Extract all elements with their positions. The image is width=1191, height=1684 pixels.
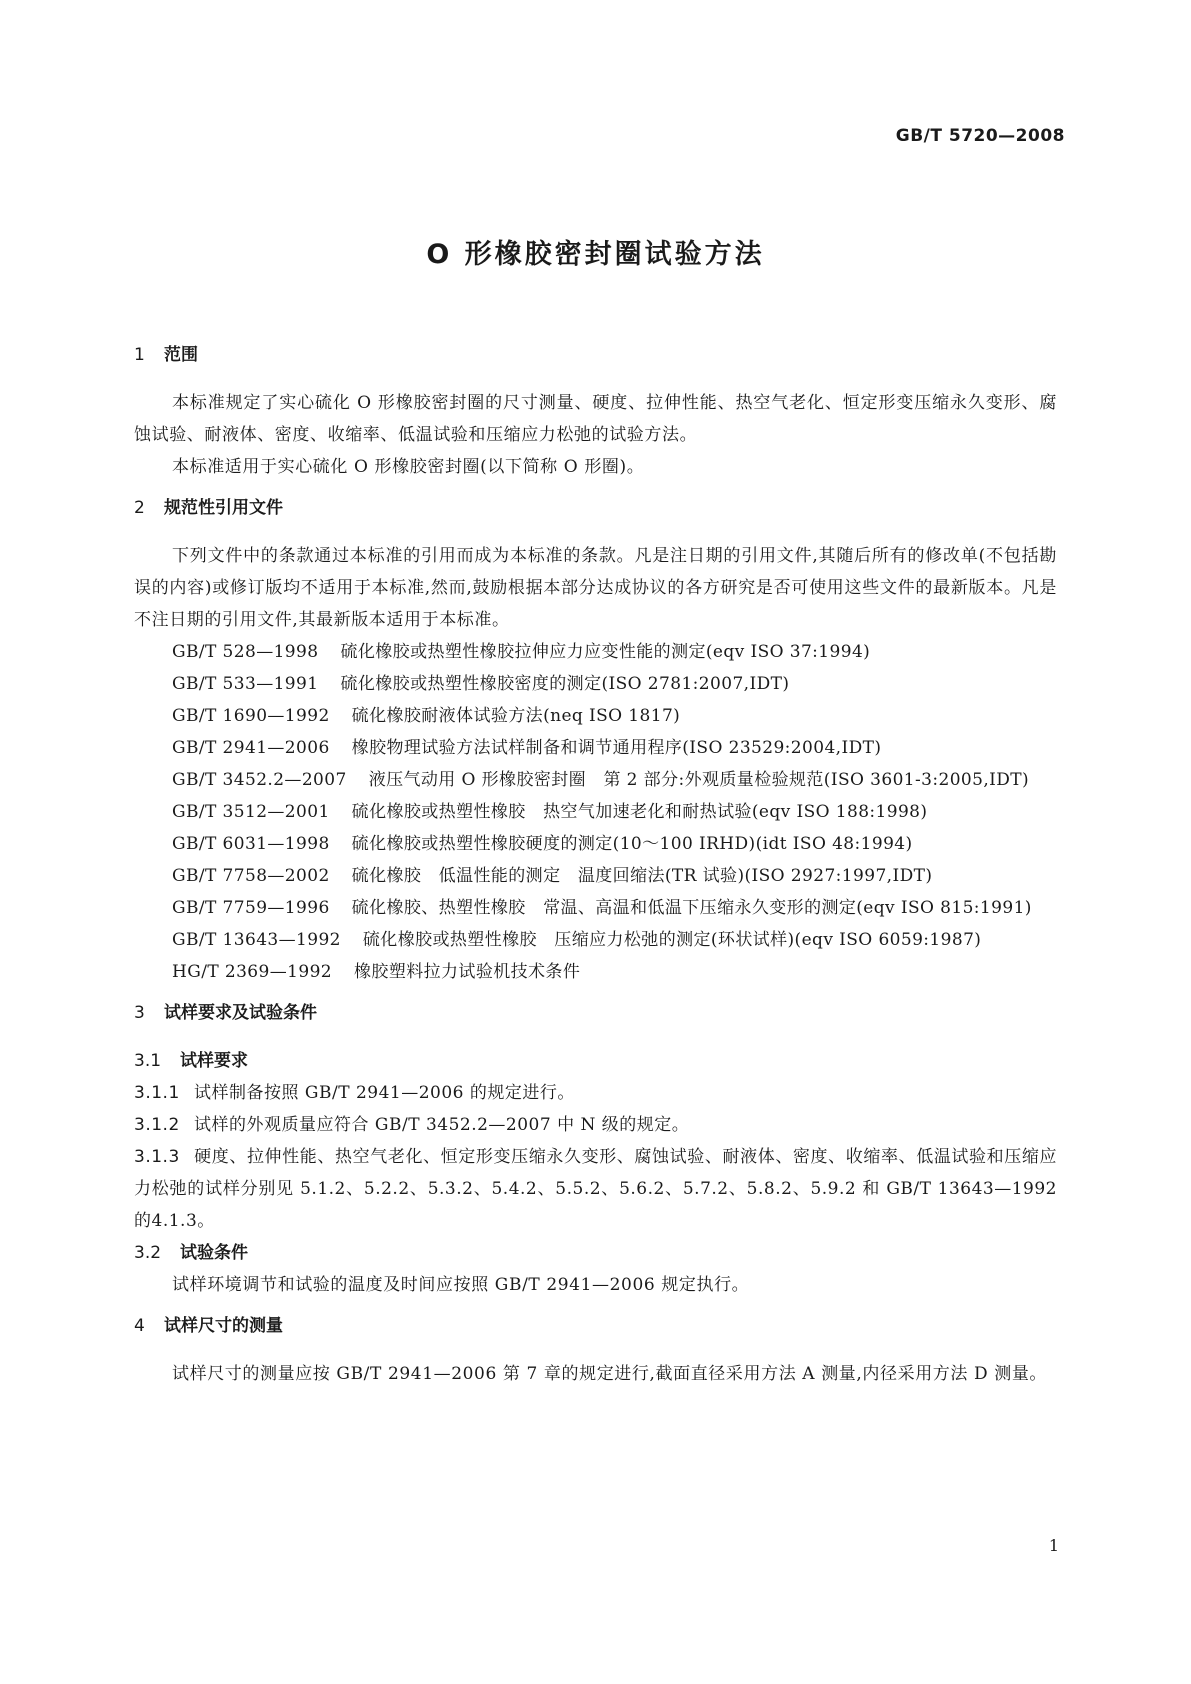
paragraph: 本标准适用于实心硫化 O 形橡胶密封圈(以下简称 O 形圈)。 — [172, 457, 645, 477]
reference-item — [134, 636, 1057, 668]
reference-title: 硫化橡胶耐液体试验方法(neq ISO 1817) — [351, 706, 681, 726]
clause-text: 试样制备按照 GB/T 2941—2006 的规定进行。 — [194, 1083, 575, 1103]
section-number: 1 — [134, 345, 145, 365]
reference-code: GB/T 533—1991 — [172, 674, 319, 694]
subsection-title: 试样要求 — [180, 1051, 248, 1071]
reference-title: 橡胶物理试验方法试样制备和调节通用程序(ISO 23529:2004,IDT) — [351, 738, 882, 758]
section-4-heading — [134, 1311, 1057, 1336]
section-3-heading — [134, 998, 1057, 1023]
reference-title: 硫化橡胶或热塑性橡胶 热空气加速老化和耐热试验(eqv ISO 188:1998) — [351, 802, 928, 822]
section-title: 试样要求及试验条件 — [164, 1003, 317, 1023]
document-title: O 形橡胶密封圈试验方法 — [426, 239, 765, 270]
reference-code: GB/T 1690—1992 — [172, 706, 330, 726]
reference-item — [134, 860, 1057, 892]
subsection-3-1-heading — [134, 1045, 1057, 1077]
reference-code: GB/T 3452.2—2007 — [172, 770, 347, 790]
reference-code: HG/T 2369—1992 — [172, 962, 333, 982]
clause-number: 3.1.2 — [134, 1115, 180, 1135]
reference-code: GB/T 7759—1996 — [172, 898, 330, 918]
reference-item — [134, 668, 1057, 700]
reference-code: GB/T 528—1998 — [172, 642, 319, 662]
subsection-number: 3.1 — [134, 1051, 162, 1071]
normative-references-list — [134, 636, 1057, 988]
clause-text: 硬度、拉伸性能、热空气老化、恒定形变压缩永久变形、腐蚀试验、耐液体、密度、收缩率、低温试验和压缩应力松弛的试样分别见 5.1.2、5.2.2、5.3.2、5.4.2、5.5.2、5.6.2、5.7.2、5.8.2、5.9.2 和 GB/T 13643—1992 的4.1.3。 — [134, 1147, 1057, 1231]
section-2-heading — [134, 493, 1057, 518]
clause-number: 3.1.3 — [134, 1147, 180, 1167]
paragraph: 试样尺寸的测量应按 GB/T 2941—2006 第 7 章的规定进行,截面直径采用方法 A 测量,内径采用方法 D 测量。 — [172, 1364, 1048, 1384]
reference-item — [134, 956, 1057, 988]
paragraph: 下列文件中的条款通过本标准的引用而成为本标准的条款。凡是注日期的引用文件,其随后所有的修改单(不包括勘误的内容)或修订版均不适用于本标准,然而,鼓励根据本部分达成协议的各方研究是否可使用这些文件的最新版本。凡是不注日期的引用文件,其最新版本适用于本标准。 — [134, 546, 1057, 630]
reference-title: 液压气动用 O 形橡胶密封圈 第 2 部分:外观质量检验规范(ISO 3601-3:2005,IDT) — [368, 770, 1030, 790]
section-title: 范围 — [164, 345, 198, 365]
reference-item — [134, 924, 1057, 956]
section-number: 4 — [134, 1316, 145, 1336]
section-1-heading — [134, 340, 1057, 365]
section-number: 3 — [134, 1003, 145, 1023]
subsection-3-2-heading — [134, 1237, 1057, 1269]
reference-item — [134, 700, 1057, 732]
reference-item — [134, 892, 1057, 924]
reference-code: GB/T 7758—2002 — [172, 866, 330, 886]
reference-item — [134, 764, 1057, 796]
section-title: 规范性引用文件 — [164, 498, 283, 518]
standard-number: GB/T 5720—2008 — [895, 126, 1065, 146]
clause-3-1-2 — [134, 1109, 1057, 1141]
reference-title: 橡胶塑料拉力试验机技术条件 — [354, 962, 581, 982]
subsection-title: 试验条件 — [180, 1243, 248, 1263]
reference-title: 硫化橡胶、热塑性橡胶 常温、高温和低温下压缩永久变形的测定(eqv ISO 815:1991) — [351, 898, 1032, 918]
clause-3-1-3 — [134, 1141, 1057, 1237]
reference-code: GB/T 13643—1992 — [172, 930, 341, 950]
subsection-number: 3.2 — [134, 1243, 162, 1263]
reference-title: 硫化橡胶或热塑性橡胶 压缩应力松弛的测定(环状试样)(eqv ISO 6059:1987) — [362, 930, 982, 950]
reference-title: 硫化橡胶或热塑性橡胶硬度的测定(10～100 IRHD)(idt ISO 48:1994) — [351, 834, 913, 854]
section-title: 试样尺寸的测量 — [164, 1316, 283, 1336]
paragraph: 试样环境调节和试验的温度及时间应按照 GB/T 2941—2006 规定执行。 — [172, 1275, 750, 1295]
reference-title: 硫化橡胶 低温性能的测定 温度回缩法(TR 试验)(ISO 2927:1997,IDT) — [351, 866, 933, 886]
clause-number: 3.1.1 — [134, 1083, 180, 1103]
reference-title: 硫化橡胶或热塑性橡胶密度的测定(ISO 2781:2007,IDT) — [340, 674, 790, 694]
page-number: 1 — [1048, 1536, 1059, 1555]
reference-item — [134, 828, 1057, 860]
reference-item — [134, 796, 1057, 828]
document-body — [134, 340, 1057, 1390]
reference-code: GB/T 3512—2001 — [172, 802, 330, 822]
reference-title: 硫化橡胶或热塑性橡胶拉伸应力应变性能的测定(eqv ISO 37:1994) — [340, 642, 871, 662]
section-number: 2 — [134, 498, 145, 518]
reference-code: GB/T 6031—1998 — [172, 834, 330, 854]
clause-text: 试样的外观质量应符合 GB/T 3452.2—2007 中 N 级的规定。 — [194, 1115, 690, 1135]
clause-3-1-1 — [134, 1077, 1057, 1109]
reference-code: GB/T 2941—2006 — [172, 738, 330, 758]
paragraph: 本标准规定了实心硫化 O 形橡胶密封圈的尺寸测量、硬度、拉伸性能、热空气老化、恒定形变压缩永久变形、腐蚀试验、耐液体、密度、收缩率、低温试验和压缩应力松弛的试验方法。 — [134, 393, 1057, 445]
reference-item — [134, 732, 1057, 764]
